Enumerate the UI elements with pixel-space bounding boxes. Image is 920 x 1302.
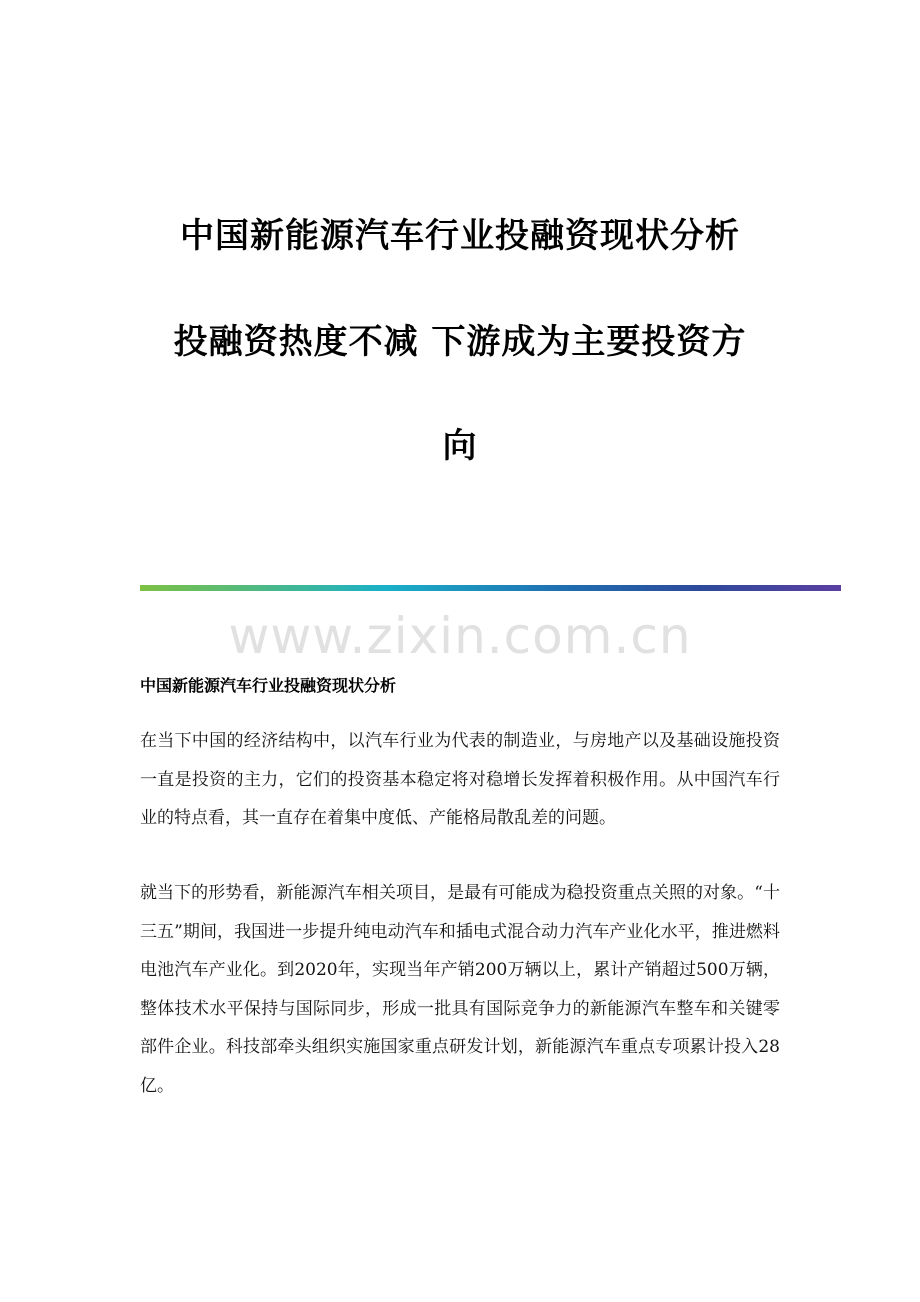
title-line-2: 投融资热度不减 下游成为主要投资方 xyxy=(173,322,747,362)
watermark: www.zixin.com.cn xyxy=(228,607,692,665)
paragraph-2: 就当下的形势看，新能源汽车相关项目，是最有可能成为稳投资重点关照的对象。“十三五”期间，我国进一步提升纯电动汽车和插电式混合动力汽车产业化水平，推进燃料电池汽车产业化。到2020年，实现当年产销200万辆以上，累计产销超过500万辆，整体技术水平保持与国际同步，形成一批具有国际竞争力的新能源汽车整车和关键零部件企业。科技部牵头组织实施国家重点研发计划，新能源汽车重点专项累计投入28亿。 xyxy=(140,883,780,1096)
gradient-divider xyxy=(140,585,841,591)
document-title xyxy=(140,208,780,474)
title-line-1: 中国新能源汽车行业投融资现状分析 xyxy=(180,216,740,256)
paragraph-1: 在当下中国的经济结构中，以汽车行业为代表的制造业，与房地产以及基础设施投资一直是投资的主力，它们的投资基本稳定将对稳增长发挥着积极作用。从中国汽车行业的特点看，其一直存在着集中度低、产能格局散乱差的问题。 xyxy=(140,731,780,828)
section-heading: 中国新能源汽车行业投融资现状分析 xyxy=(140,676,397,695)
title-line-3: 向 xyxy=(442,426,478,466)
